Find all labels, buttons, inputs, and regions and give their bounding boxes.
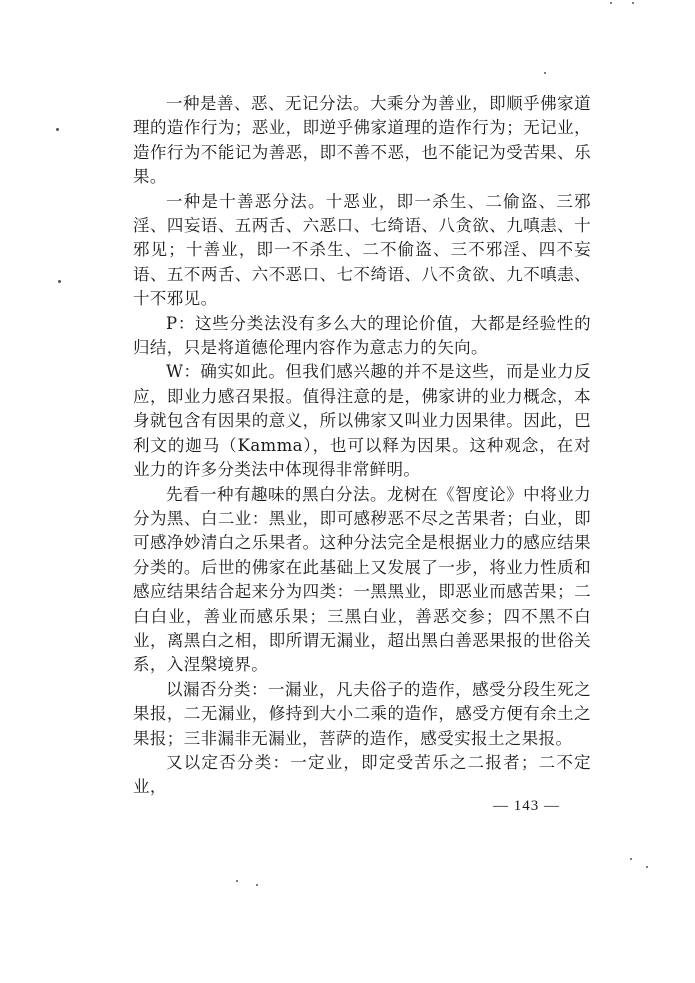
scan-speck bbox=[630, 858, 632, 860]
body-text bbox=[133, 92, 591, 800]
scan-speck bbox=[632, 2, 634, 4]
page-number: — 143 — bbox=[493, 798, 560, 814]
scan-speck bbox=[544, 72, 546, 74]
scan-speck bbox=[646, 866, 648, 868]
paragraph-5: 先看一种有趣味的黑白分法。龙树在《智度论》中将业力分为黑、白二业：黑业，即可感秽恶不尽之苦果者；白业，即可感净妙清白之乐果者。这种分法完全是根据业力的感应结果分类的。后世的佛家在此基础上又发展了一步，将业力性质和感应结果结合起来分为四类：一黑黑业，即恶业而感苦果；二白白业，善业而感乐果；三黑白业，善恶交参；四不黑不白业，离黑白之相，即所谓无漏业，超出黑白善恶果报的世俗关系，入涅槃境界。 bbox=[133, 484, 591, 675]
paragraph-7: 又以定否分类：一定业，即定受苦乐之二报者；二不定业， bbox=[133, 752, 591, 797]
scan-speck bbox=[58, 280, 61, 283]
scan-speck bbox=[56, 128, 59, 131]
paragraph-6: 以漏否分类：一漏业，凡夫俗子的造作，感受分段生死之果报，二无漏业，修持到大小二乘的造作，感受方便有余土之果报；三非漏非无漏业，菩萨的造作，感受实报土之果报。 bbox=[133, 679, 591, 748]
paragraph-1: 一种是善、恶、无记分法。大乘分为善业，即顺乎佛家道理的造作行为；恶业，即逆乎佛家道理的造作行为；无记业，造作行为不能记为善恶，即不善不恶，也不能记为受苦果、乐果。 bbox=[133, 94, 591, 187]
paragraph-3: P：这些分类法没有多么大的理论价值，大都是经验性的归结，只是将道德伦理内容作为意志力的矢向。 bbox=[133, 313, 591, 358]
scan-speck bbox=[256, 884, 258, 886]
scan-speck bbox=[236, 880, 238, 882]
paragraph-2: 一种是十善恶分法。十恶业，即一杀生、二偷盗、三邪淫、四妄语、五两舌、六恶口、七绮语、八贪欲、九嗔恚、十邪见；十善业，即一不杀生、二不偷盗、三不邪淫、四不妄语、五不两舌、六不恶口、七不绮语、八不贪欲、九不嗔恚、十不邪见。 bbox=[133, 191, 591, 309]
paragraph-4: W：确实如此。但我们感兴趣的并不是这些，而是业力反应，即业力感召果报。值得注意的是，佛家讲的业力概念，本身就包含有因果的意义，所以佛家又叫业力因果律。因此，巴利文的迦马（Kamma），也可以释为因果。这种观念，在对业力的许多分类法中体现得非常鲜明。 bbox=[133, 362, 591, 480]
scan-speck bbox=[610, 2, 612, 4]
